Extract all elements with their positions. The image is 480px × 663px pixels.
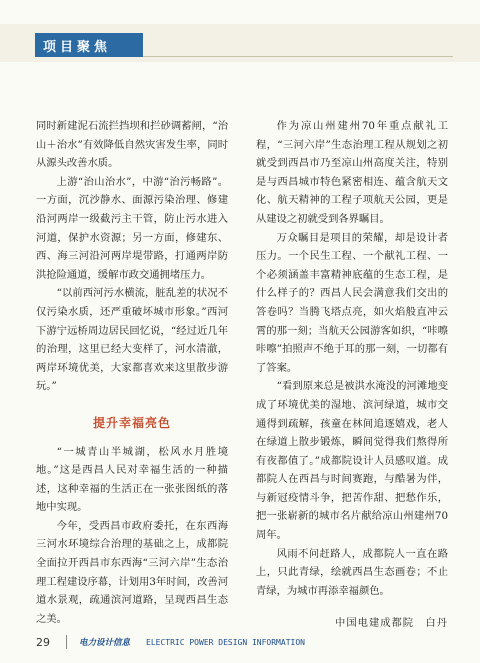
header-divider xyxy=(143,56,453,57)
author-signature: 中国电建成都院 白丹 xyxy=(335,617,448,630)
paragraph: 上游“治山治水”，中游“治污畅路”。一方面，沉沙静水、面源污染治理、修建沿河两岸一级截污主干管，防止污水进入河道，保护水资源；另一方面，修建东、西、海三河沿河两岸堤带路，打通两岸防洪抢险通道，缓解市政交通拥堵压力。 xyxy=(36,175,228,281)
section-heading: 提升幸福亮色 xyxy=(92,415,171,430)
page-footer xyxy=(36,635,305,649)
paragraph: 作为凉山州建州70年重点献礼工程，“三河六岸”生态治理工程从规划之初就受到西昌市乃至凉山州高度关注，特别是与西昌城市特色紧密相连、蕴含航天文化、航天精神的工程子项航天公园，更是从建设之初就受到各界瞩目。 xyxy=(256,120,448,225)
magazine-name-english: ELECTRIC POWER DESIGN INFORMATION xyxy=(146,637,305,647)
section-tag: 项目聚焦 xyxy=(35,33,143,57)
footer-divider xyxy=(66,635,67,649)
magazine-name: 电力设计信息 xyxy=(79,638,131,648)
paragraph: 同时新建泥石流拦挡坝和拦砂调蓄闸，“治山＋治水”有效降低自然灾害发生率，同时从源头改善水质。 xyxy=(36,120,228,170)
paragraph: 风雨不问赶路人，成都院人一直在路上，只此青绿，绘就西昌生态画卷；不止青绿，为城市再添幸福颜色。 xyxy=(256,547,448,597)
paragraph: 今年，受西昌市政府委托，在东西海三河水环境综合治理的基础之上，成都院全面拉开西昌市东西海“三河六岸”生态治理工程建设序幕，计划用3年时间，改善河道水景观，疏通滨河道路，呈现西昌生态之美。 xyxy=(36,519,228,625)
right-column xyxy=(256,117,448,633)
paragraph: “看到原来总是被洪水淹没的河滩地变成了环境优美的湿地、滨河绿道，城市交通得到疏解，孩童在林间追逐嬉戏，老人在绿道上散步锻炼，瞬间觉得我们熬得所有夜都值了。”成都院设计人员感叹道。成都院人在西昌与时间赛跑，与酷暑为伴，与新冠疫情斗争，把苦作甜、把愁作乐，把一张崭新的城市名片献给凉山州建州70周年。 xyxy=(256,380,448,542)
left-column xyxy=(36,117,228,628)
paragraph: 万众瞩目是项目的荣耀，却是设计者压力。一个民生工程、一个献礼工程、一个必须涵盖丰富精神底蕴的生态工程，是什么样子的？西昌人民会满意我们交出的答卷吗？当腾飞塔点亮，如火焰般直冲云霄的那一刻；当航天公园游客如织，“咔嚓咔嚓”拍照声不绝于耳的那一刻，一切都有了答案。 xyxy=(256,231,448,374)
paragraph: “一城青山半城湖，松风水月胜境地。”这是西昌人民对幸福生活的一种描述，这种幸福的生活正在一张张图纸的落地中实现。 xyxy=(36,445,228,514)
page-number: 29 xyxy=(36,635,50,649)
paragraph: “以前西河污水横流，脏乱差的状况不仅污染水质，还严重破坏城市形象。”西河下游宁远桥周边居民回忆说，“经过近几年的治理，这里已经大变样了，河水清澈，两岸环境优美，大家都喜欢来这里散步游玩。” xyxy=(36,287,228,393)
